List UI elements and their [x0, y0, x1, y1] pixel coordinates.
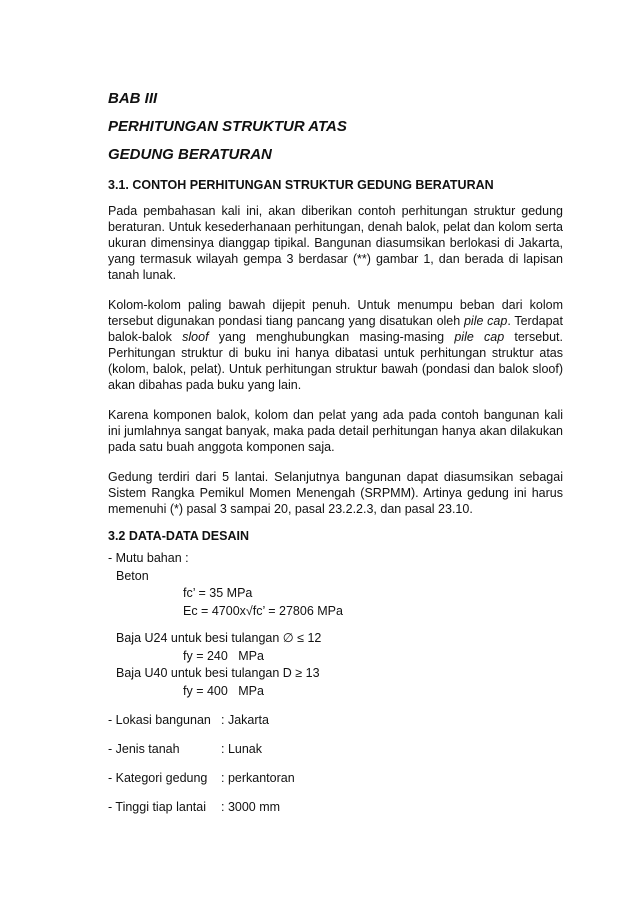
- lokasi-key: - Lokasi bangunan: [108, 713, 211, 727]
- fc-value: fc’ = 35 MPa: [183, 586, 253, 600]
- kategori-key: - Kategori gedung: [108, 771, 208, 785]
- lokasi-row: [108, 713, 563, 728]
- kategori-value: : perkantoran: [221, 771, 295, 785]
- jenis-tanah-value: : Lunak: [221, 742, 263, 756]
- baja-u24: Baja U24 untuk besi tulangan ∅ ≤ 12: [116, 631, 322, 645]
- tinggi-row: [108, 800, 563, 815]
- paragraph-2: [108, 297, 563, 393]
- chapter-title: PERHITUNGAN STRUKTUR ATAS: [108, 118, 347, 135]
- beton-label: Beton: [116, 568, 149, 583]
- paragraph-2-text-g: tersebut. Perhitungan struktur di buku ini hanya dibatasi untuk perhitungan struktur atas (kolom, balok, pelat). Untuk perhitungan struktur bawah (pondasi dan balok sloof) akan dibahas pada buku yang lain.: [108, 330, 563, 392]
- paragraph-4: Gedung terdiri dari 5 lantai. Selanjutnya bangunan dapat diasumsikan sebagai Sistem Rangka Pemikul Momen Menengah (SRPMM). Artinya gedung ini harus memenuhi (*) pasal 3 sampai 20, pasal 23.2.2.3, dan pasal 23.10.: [108, 470, 563, 516]
- baja-u40: Baja U40 untuk besi tulangan D ≥ 13: [116, 666, 320, 680]
- paragraph-2-sloof: sloof: [182, 330, 209, 344]
- paragraph-3: Karena komponen balok, kolom dan pelat yang ada pada contoh bangunan kali ini jumlahnya sangat banyak, maka pada detail perhitungan hanya akan dilakukan pada satu buah anggota komponen saja.: [108, 408, 563, 454]
- mutu-bahan-label: - Mutu bahan :: [108, 551, 189, 565]
- section-heading-3-1: 3.1. CONTOH PERHITUNGAN STRUKTUR GEDUNG BERATURAN: [108, 178, 494, 192]
- fy-240: fy = 240 MPa: [183, 648, 264, 663]
- tinggi-key: - Tinggi tiap lantai: [108, 800, 206, 814]
- fy-400: fy = 400 MPa: [183, 683, 264, 698]
- paragraph-2-text-a: Kolom-kolom paling bawah dijepit penuh. Untuk menumpu beban dari kolom tersebut digunakan pondasi tiang pancang yang disatukan oleh: [108, 298, 563, 328]
- paragraph-2-pile-cap-2: pile cap: [454, 330, 505, 344]
- jenis-tanah-key: - Jenis tanah: [108, 742, 180, 756]
- paragraph-2-text-c: . Terdapat balok-balok: [108, 314, 563, 344]
- chapter-subtitle: GEDUNG BERATURAN: [108, 146, 272, 163]
- ec-value: Ec = 4700x√fc’ = 27806 MPa: [183, 603, 343, 618]
- section-heading-3-2: 3.2 DATA-DATA DESAIN: [108, 529, 249, 543]
- page-content: [108, 90, 563, 815]
- paragraph-2-pile-cap-1: pile cap: [463, 314, 508, 328]
- tinggi-value: : 3000 mm: [221, 800, 281, 814]
- paragraph-1: Pada pembahasan kali ini, akan diberikan contoh perhitungan struktur gedung beraturan. Untuk kesederhanaan perhitungan, denah balok, pelat dan kolom serta ukuran dimensinya dianggap tipikal. Bangunan diasumsikan berlokasi di Jakarta, yang termasuk wilayah gempa 3 berdasar (**) gambar 1, dan berada di lapisan tanah lunak.: [108, 204, 563, 282]
- chapter-label: BAB III: [108, 90, 158, 107]
- kategori-row: [108, 771, 563, 786]
- lokasi-value: : Jakarta: [221, 713, 269, 727]
- paragraph-2-text-e: yang menghubungkan masing-masing: [208, 330, 455, 344]
- jenis-tanah-row: [108, 742, 563, 757]
